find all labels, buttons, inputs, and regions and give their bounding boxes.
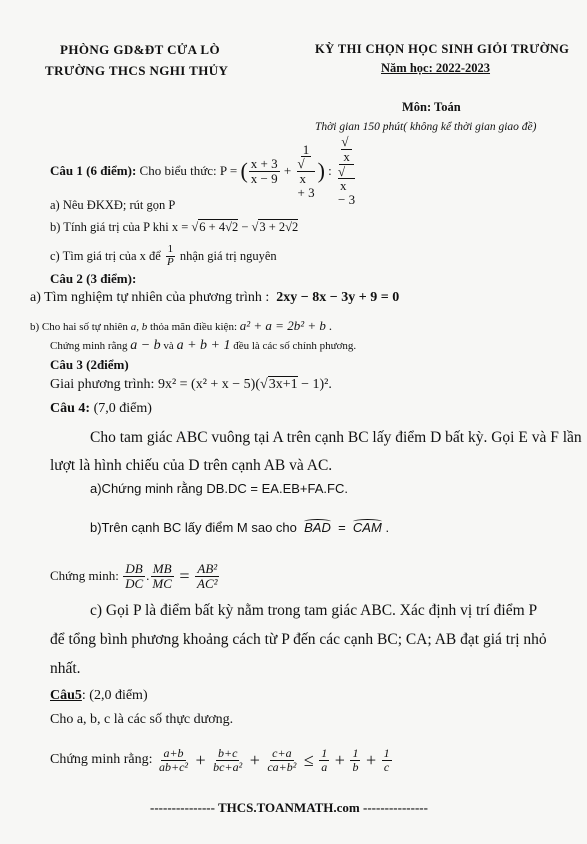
question-1-title: Câu 1 (6 điểm): (50, 163, 137, 178)
question-2b-line (30, 318, 332, 334)
question-3-eq-left: 9x² = (x² + x − 5)( (157, 377, 261, 392)
question-3-title: Câu 3 (2điểm) (50, 357, 129, 372)
question-1c: c) Tìm giá trị của x để (50, 248, 161, 263)
question-4a: a)Chứng minh rằng DB.DC = EA.EB+FA.FC. (90, 481, 348, 496)
question-4b-line (90, 520, 389, 535)
question-1a: a) Nêu ĐKXĐ; rút gọn P (50, 198, 176, 212)
question-2a: a) Tìm nghiệm tự nhiên của phương trình : (30, 290, 270, 305)
question-2-title: Câu 2 (3 điểm): (50, 271, 137, 286)
question-2b-cond: thỏa mãn điều kiện: (149, 321, 237, 333)
question-2b-vars: a, b (130, 321, 148, 333)
and-word: và (163, 340, 174, 352)
fraction: √ x √ x − 3 (338, 134, 356, 207)
question-1b: b) Tính giá trị của P khi x = (50, 220, 189, 234)
expression-1: a − b (130, 338, 161, 353)
expression-2: a + b + 1 (176, 338, 231, 353)
question-3-text: Giai phương trình: (50, 377, 155, 392)
question-2b-end: đều là các số chính phương. (233, 340, 357, 352)
angle-cam: CAM (352, 520, 382, 535)
fraction: 1 √ x + 3 (297, 141, 315, 200)
time-allowed: Thời gian 150 phút( không kể thời gian giao đề) (315, 121, 537, 133)
question-2b-equation: a² + a = 2b² + b . (239, 318, 333, 333)
question-4-paragraph-1: Cho tam giác ABC vuông tại A trên cạnh BC lấy điểm D bất kỳ. Gọi E và F lần (90, 429, 582, 446)
question-4-title-line (50, 401, 152, 417)
fraction: $\frac{x + 3}{x - 9}$ (250, 155, 278, 186)
question-5-prove: Chứng minh rằng: (50, 752, 153, 767)
question-5-title: Câu5 (50, 688, 82, 703)
exam-title: KỲ THI CHỌN HỌC SINH GIỎI TRƯỜNG (315, 42, 570, 56)
question-1c-end: nhận giá trị nguyên (179, 248, 277, 263)
question-5-prove-line: Chứng minh rằng: $\frac{a+b}{\text{ab+c²}}$ + $\frac{b+c}{\text{bc+a²}}$ + $\frac{c+a}{\text{ca+b²}}$ ≤ $\frac{1}{a}$ + $\frac{1}{b}$ + $\frac{1}{c}$ (50, 745, 390, 774)
question-4b: b)Trên cạnh BC lấy điểm M sao cho (90, 520, 297, 535)
question-4c-line-3: nhất. (50, 660, 81, 677)
question-4-prove-line: Chứng minh: $\frac{DB}{DC}$ . $\frac{MB}{MC}$ = $\frac{\text{AB²}}{\text{AC²}}$ (50, 560, 218, 591)
question-4-prove: Chứng minh: (50, 568, 119, 583)
school-name: TRƯỜNG THCS NGHI THỦY (45, 63, 229, 78)
school-department: PHÒNG GD&ĐT CỬA LÒ (60, 42, 220, 57)
question-5-title-line (50, 688, 148, 704)
question-2b-prove: Chứng minh rằng (50, 340, 128, 352)
question-1-line: Câu 1 (6 điểm): Cho biểu thức: P = ( $\frac{x + 3}{x - 9}$ + 1 √ x + 3 ) : √ x √ x − 3 (50, 134, 356, 207)
question-2a-equation: 2xy − 8x − 3y + 9 = 0 (276, 290, 400, 305)
question-3-sqrt: 3x+1 (268, 377, 298, 392)
question-4c-line-1: c) Gọi P là điểm bất kỳ nằm trong tam giác ABC. Xác định vị trí điểm P (90, 602, 538, 619)
subject: Môn: Toán (402, 100, 461, 114)
angle-bad: BAD (304, 520, 331, 535)
question-1b-line: b) Tính giá trị của P khi x = √6 + 4√2 − √3 + 2√2 (50, 220, 299, 234)
question-2b-prove-line (50, 338, 356, 354)
question-1c-line: c) Tìm giá trị của x để $\frac{1}{P}$ nhận giá trị nguyên (50, 242, 277, 268)
question-1-intro: Cho biểu thức: P = (139, 163, 238, 178)
question-5-points: : (2,0 điểm) (81, 688, 148, 703)
question-4b-end: . (385, 520, 390, 535)
question-3-line: Giai phương trình: 9x² = (x² + x − 5)(√3x+1 − 1)². (50, 377, 332, 392)
equals-sign: = (338, 520, 346, 535)
footer-source: --------------- THCS.TOANMATH.com --------------- (150, 800, 428, 815)
question-3-eq-right: − 1)². (301, 377, 332, 392)
question-5-text: Cho a, b, c là các số thực dương. (50, 712, 234, 727)
question-4c-line-2: để tổng bình phương khoảng cách từ P đến các cạnh BC; CA; AB đạt giá trị nhỏ (50, 631, 547, 648)
question-4-points: (7,0 điểm) (93, 401, 152, 416)
school-year: Năm học: 2022-2023 (381, 61, 491, 75)
question-2b: b) Cho hai số tự nhiên (30, 321, 128, 333)
question-2a-line (30, 290, 399, 306)
question-4-paragraph-2: lượt là hình chiếu của D trên cạnh AB và AC. (50, 457, 333, 474)
question-4-title: Câu 4: (50, 401, 91, 416)
